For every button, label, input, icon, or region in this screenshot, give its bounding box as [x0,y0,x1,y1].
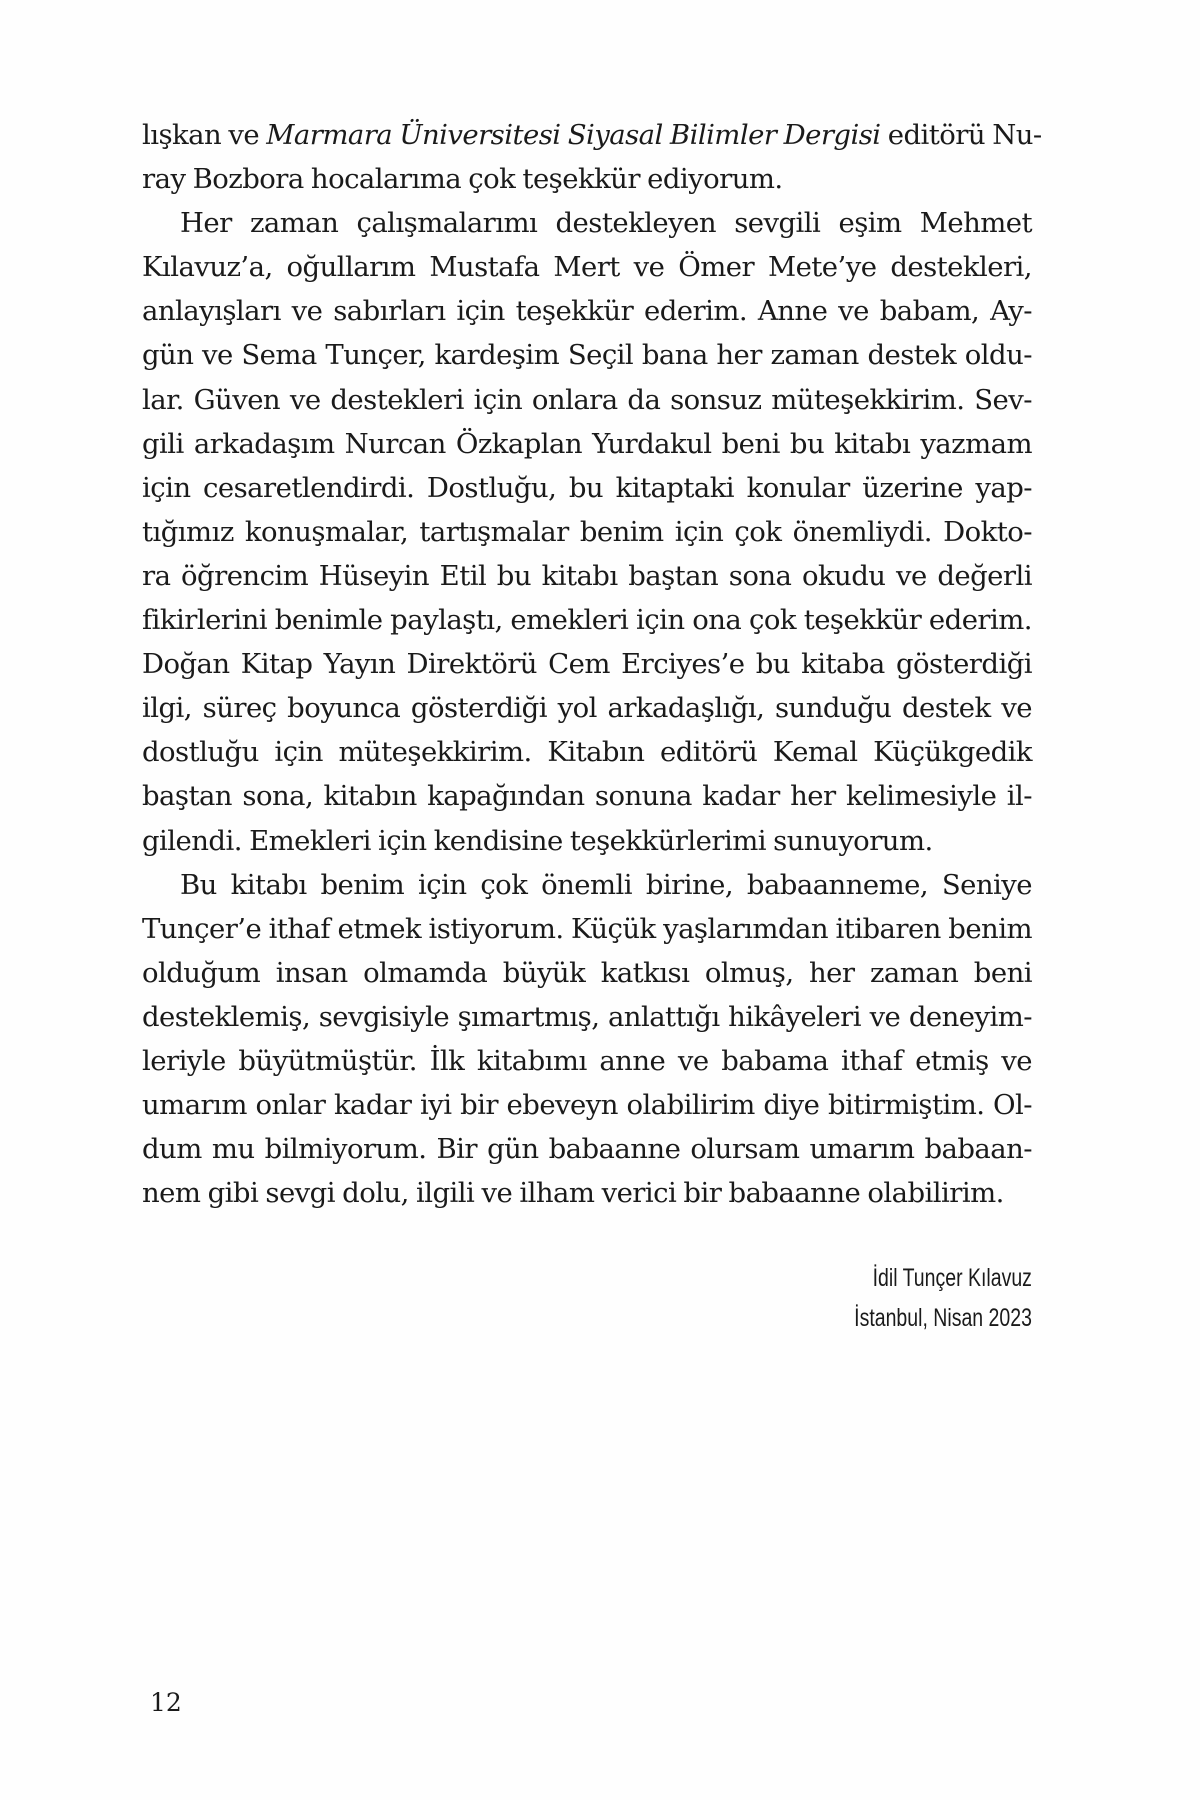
text-line: ilgi, süreç boyunca gösterdiği yol arkadaşlığı, sunduğu destek ve [142,692,1032,725]
text-line: Her zaman çalışmalarımı destekleyen sevgili eşim Mehmet [180,207,1032,240]
text-line: dum mu bilmiyorum. Bir gün babaanne olursam umarım babaan- [142,1133,1032,1166]
text-line: lar. Güven ve destekleri için onlara da sonsuz müteşekkirim. Sev- [142,383,1032,416]
text-line: leriyle büyütmüştür. İlk kitabımı anne ve babama ithaf etmiş ve [142,1044,1032,1077]
text-line: ray Bozbora hocalarıma çok teşekkür ediyorum. [142,163,783,196]
text-line: lışkan ve Marmara Üniversitesi Siyasal Bilimler Dergisi editörü Nu- [142,119,1042,151]
text-line: Doğan Kitap Yayın Direktörü Cem Erciyes’e bu kitaba gösterdiği [142,648,1032,681]
text-line: desteklemiş, sevgisiyle şımartmış, anlattığı hikâyeleri ve deneyim- [142,1000,1032,1033]
author-name: İdil Tunçer Kılavuz [872,1264,1032,1292]
signature-block [854,1258,1032,1338]
text-line: gilendi. Emekleri için kendisine teşekkürlerimi sunuyorum. [142,824,933,857]
text-line: Bu kitabı benim için çok önemli birine, babaanneme, Seniye [180,868,1032,901]
place-date: İstanbul, Nisan 2023 [854,1304,1032,1332]
text-line: nem gibi sevgi dolu, ilgili ve ilham verici bir babaanne olabilirim. [142,1177,1004,1210]
text-line: fikirlerini benimle paylaştı, emekleri için ona çok teşekkür ederim. [142,604,1032,637]
paragraph [142,863,1032,1216]
page-number: 12 [150,1688,182,1717]
text-line: gün ve Sema Tunçer, kardeşim Seçil bana her zaman destek oldu- [142,339,1032,372]
paragraph [142,113,1042,201]
text-line: tığımız konuşmalar, tartışmalar benim için çok önemliydi. Dokto- [142,515,1032,548]
body-text [142,113,1042,1215]
text-line: gili arkadaşım Nurcan Özkaplan Yurdakul beni bu kitabı yazmam [142,427,1032,460]
journal-title: Marmara Üniversitesi Siyasal Bilimler Dergisi [266,119,881,151]
text-line: için cesaretlendirdi. Dostluğu, bu kitaptaki konular üzerine yap- [142,471,1032,504]
text-line: Kılavuz’a, oğullarım Mustafa Mert ve Ömer Mete’ye destekleri, [142,251,1032,284]
text-line: dostluğu için müteşekkirim. Kitabın editörü Kemal Küçükgedik [142,736,1032,769]
text-line: ra öğrencim Hüseyin Etil bu kitabı baştan sona okudu ve değerli [142,559,1032,592]
text-line: Tunçer’e ithaf etmek istiyorum. Küçük yaşlarımdan itibaren benim [142,912,1032,945]
text-line: olduğum insan olmamda büyük katkısı olmuş, her zaman beni [142,956,1032,989]
paragraph [142,201,1032,862]
text-line: umarım onlar kadar iyi bir ebeveyn olabilirim diye bitirmiştim. Ol- [142,1089,1032,1122]
text-line: baştan sona, kitabın kapağından sonuna kadar her kelimesiyle il- [142,780,1032,813]
text-line: anlayışları ve sabırları için teşekkür ederim. Anne ve babam, Ay- [142,295,1032,328]
